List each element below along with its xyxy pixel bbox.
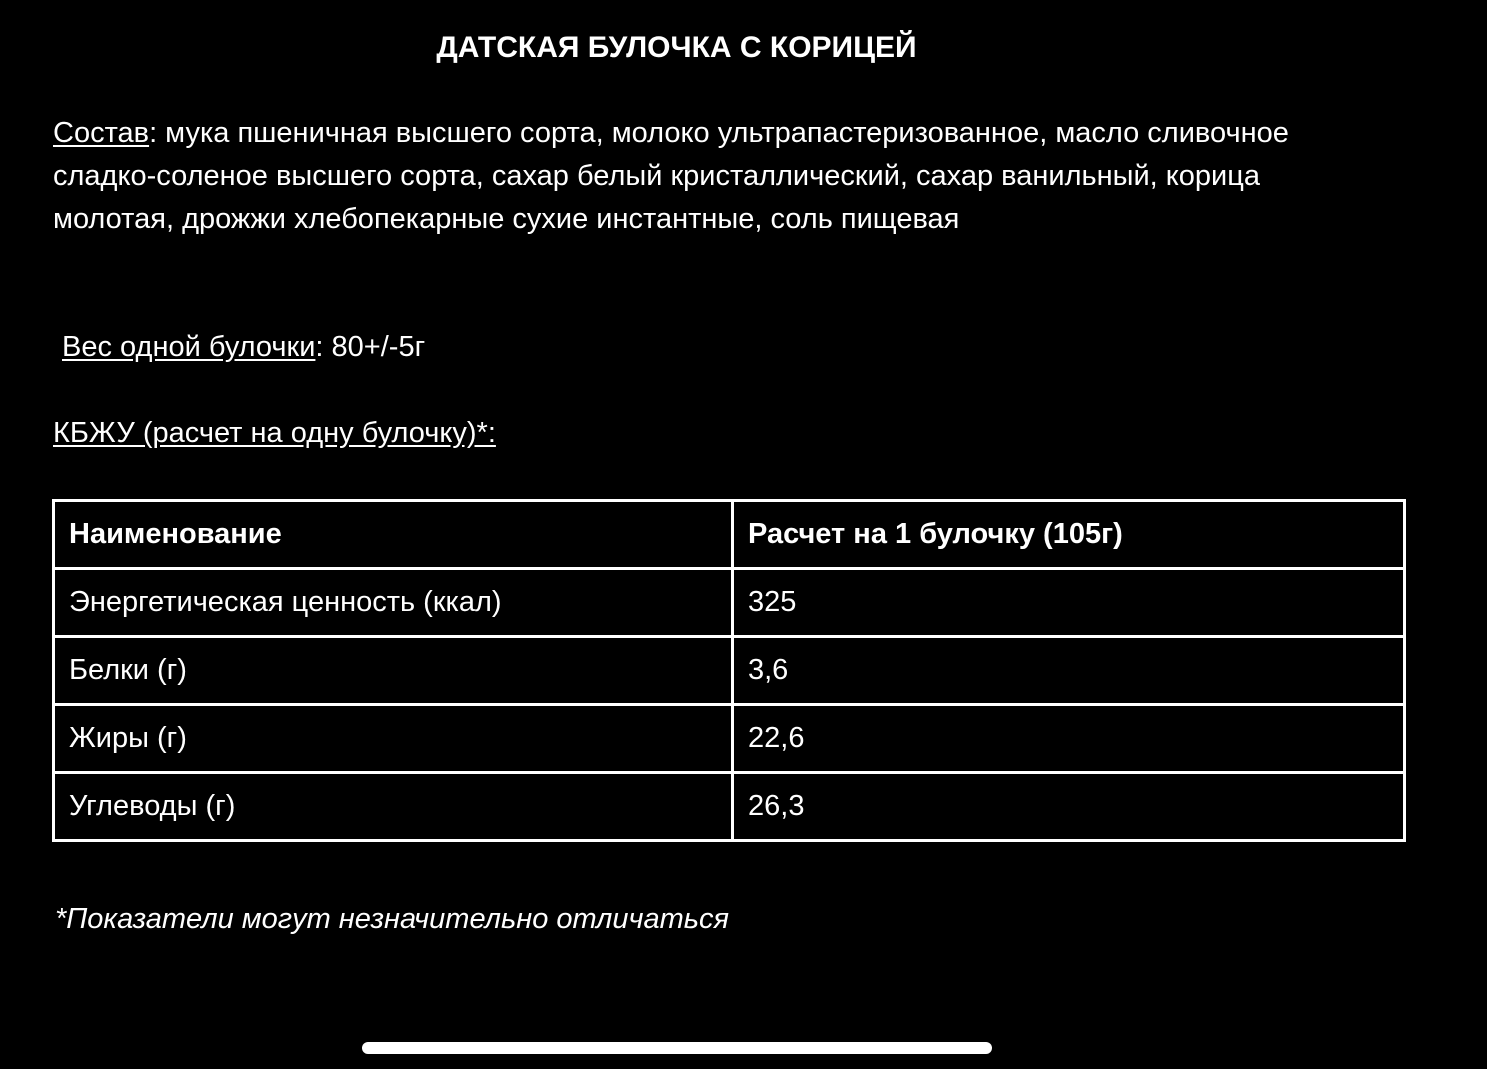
header-name: Наименование bbox=[54, 501, 733, 569]
page-title: ДАТСКАЯ БУЛОЧКА С КОРИЦЕЙ bbox=[436, 31, 917, 64]
table-row bbox=[54, 773, 1405, 841]
nutrition-table bbox=[52, 499, 1406, 842]
table-header-row bbox=[54, 501, 1405, 569]
row-value: 325 bbox=[733, 569, 1405, 637]
row-value: 22,6 bbox=[733, 705, 1405, 773]
composition-text: : мука пшеничная высшего сорта, молоко ультрапастеризованное, масло сливочное сладко-соленое высшего сорта, сахар белый кристаллический, сахар ванильный, корица молотая, дрожжи хлебопекарные сухие инстантные, соль пищевая bbox=[53, 117, 1289, 235]
weight-label: Вес одной булочки bbox=[62, 331, 316, 363]
table-row bbox=[54, 705, 1405, 773]
kbju-heading bbox=[53, 412, 496, 455]
row-name: Углеводы (г) bbox=[54, 773, 733, 841]
weight-line bbox=[62, 326, 425, 369]
table-row bbox=[54, 637, 1405, 705]
footnote: *Показатели могут незначительно отличаться bbox=[55, 903, 730, 935]
composition-label: Состав bbox=[53, 117, 150, 149]
kbju-heading-text: КБЖУ (расчет на одну булочку)*: bbox=[53, 417, 496, 449]
row-name: Белки (г) bbox=[54, 637, 733, 705]
table-row bbox=[54, 569, 1405, 637]
row-value: 3,6 bbox=[733, 637, 1405, 705]
row-value: 26,3 bbox=[733, 773, 1405, 841]
composition-paragraph bbox=[53, 112, 1343, 241]
home-indicator[interactable] bbox=[362, 1042, 992, 1054]
header-value: Расчет на 1 булочку (105г) bbox=[733, 501, 1405, 569]
row-name: Жиры (г) bbox=[54, 705, 733, 773]
row-name: Энергетическая ценность (ккал) bbox=[54, 569, 733, 637]
weight-value: : 80+/-5г bbox=[315, 331, 426, 363]
